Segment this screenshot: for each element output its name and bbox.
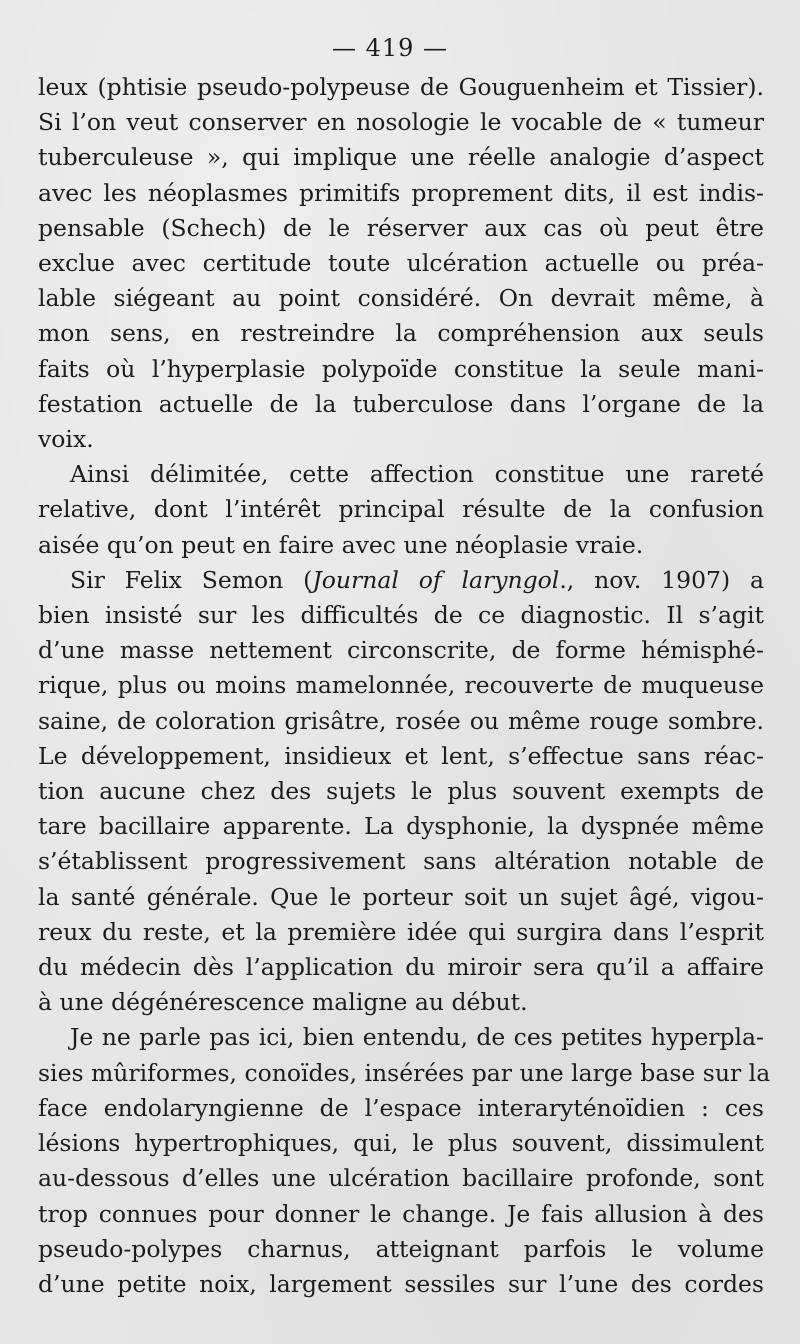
text-line: à une dégénérescence maligne au début. [38,988,528,1017]
text-line: Ainsi délimitée, cette affection constitue une rareté [70,460,764,489]
text-line: rique, plus ou moins mamelonnée, recouverte de muqueuse [38,671,764,700]
text-line: d’une masse nettement circonscrite, de forme hémisphé- [38,636,764,665]
paragraph-1 [38,70,764,457]
text-line: mon sens, en restreindre la compréhension aux seuls [38,319,764,348]
text-line: s’établissent progressivement sans altération notable de [38,847,764,876]
text-line: Si l’on veut conserver en nosologie le vocable de « tumeur [38,108,764,137]
text-line: festation actuelle de la tuberculose dans l’organe de la [38,389,764,418]
page-number: — 419 — [331,34,449,62]
text-line: trop connues pour donner le change. Je fais allusion à des [38,1199,764,1228]
text-line: faits où l’hyperplasie polypoïde constitue la seule mani- [38,354,764,383]
text-line: voix. [38,425,94,454]
text-line: tion aucune chez des sujets le plus souvent exempts de [38,777,764,806]
text-line: lable siégeant au point considéré. On devrait même, à [38,284,764,313]
text-line: Sir Felix Semon (Journal of laryngol., nov. 1907) a [70,565,765,594]
paragraph-2 [38,457,764,563]
text-line: avec les néoplasmes primitifs proprement dits, il est indis- [38,178,764,207]
text-line: saine, de coloration grisâtre, rosée ou même rouge sombre. [38,706,764,735]
paragraph-3 [38,563,764,1021]
text-line: reux du reste, et la première idée qui surgira dans l’esprit [38,917,764,946]
text-line: pseudo-polypes charnus, atteignant parfois le volume [38,1234,764,1263]
text-line: aisée qu’on peut en faire avec une néoplasie vraie. [38,530,644,559]
text-line: Je ne parle pas ici, bien entendu, de ces petites hyperpla- [70,1023,764,1052]
paragraph-4 [38,1020,771,1302]
text-line: lésions hypertrophiques, qui, le plus souvent, dissimulent [38,1129,764,1158]
body-text [38,70,771,1302]
text-line: du médecin dès l’application du miroir sera qu’il a affaire [38,953,764,982]
text-line: tuberculeuse », qui implique une réelle analogie d’aspect [38,143,764,172]
text-line: leux (phtisie pseudo-polypeuse de Gouguenheim et Tissier). [38,73,764,101]
text-line: la santé générale. Que le porteur soit un sujet âgé, vigou- [38,882,764,911]
text-line: tare bacillaire apparente. La dysphonie, la dyspnée même [38,812,764,841]
text-line: bien insisté sur les difficultés de ce diagnostic. Il s’agit [38,601,764,630]
text-line: exclue avec certitude toute ulcération actuelle ou préa- [38,249,764,278]
text-line: relative, dont l’intérêt principal résulte de la confusion [38,495,764,524]
text-line: Le développement, insidieux et lent, s’effectue sans réac- [38,741,764,770]
text-line: d’une petite noix, largement sessiles sur l’une des cordes [38,1269,764,1298]
text-line: au-dessous d’elles une ulcération bacillaire profonde, sont [38,1164,764,1193]
text-line: face endolaryngienne de l’espace interaryténoïdien : ces [38,1093,764,1122]
text-line: sies mûriformes, conoïdes, insérées par une large base sur la [38,1058,771,1087]
text-line: pensable (Schech) de le réserver aux cas où peut être [38,213,764,242]
